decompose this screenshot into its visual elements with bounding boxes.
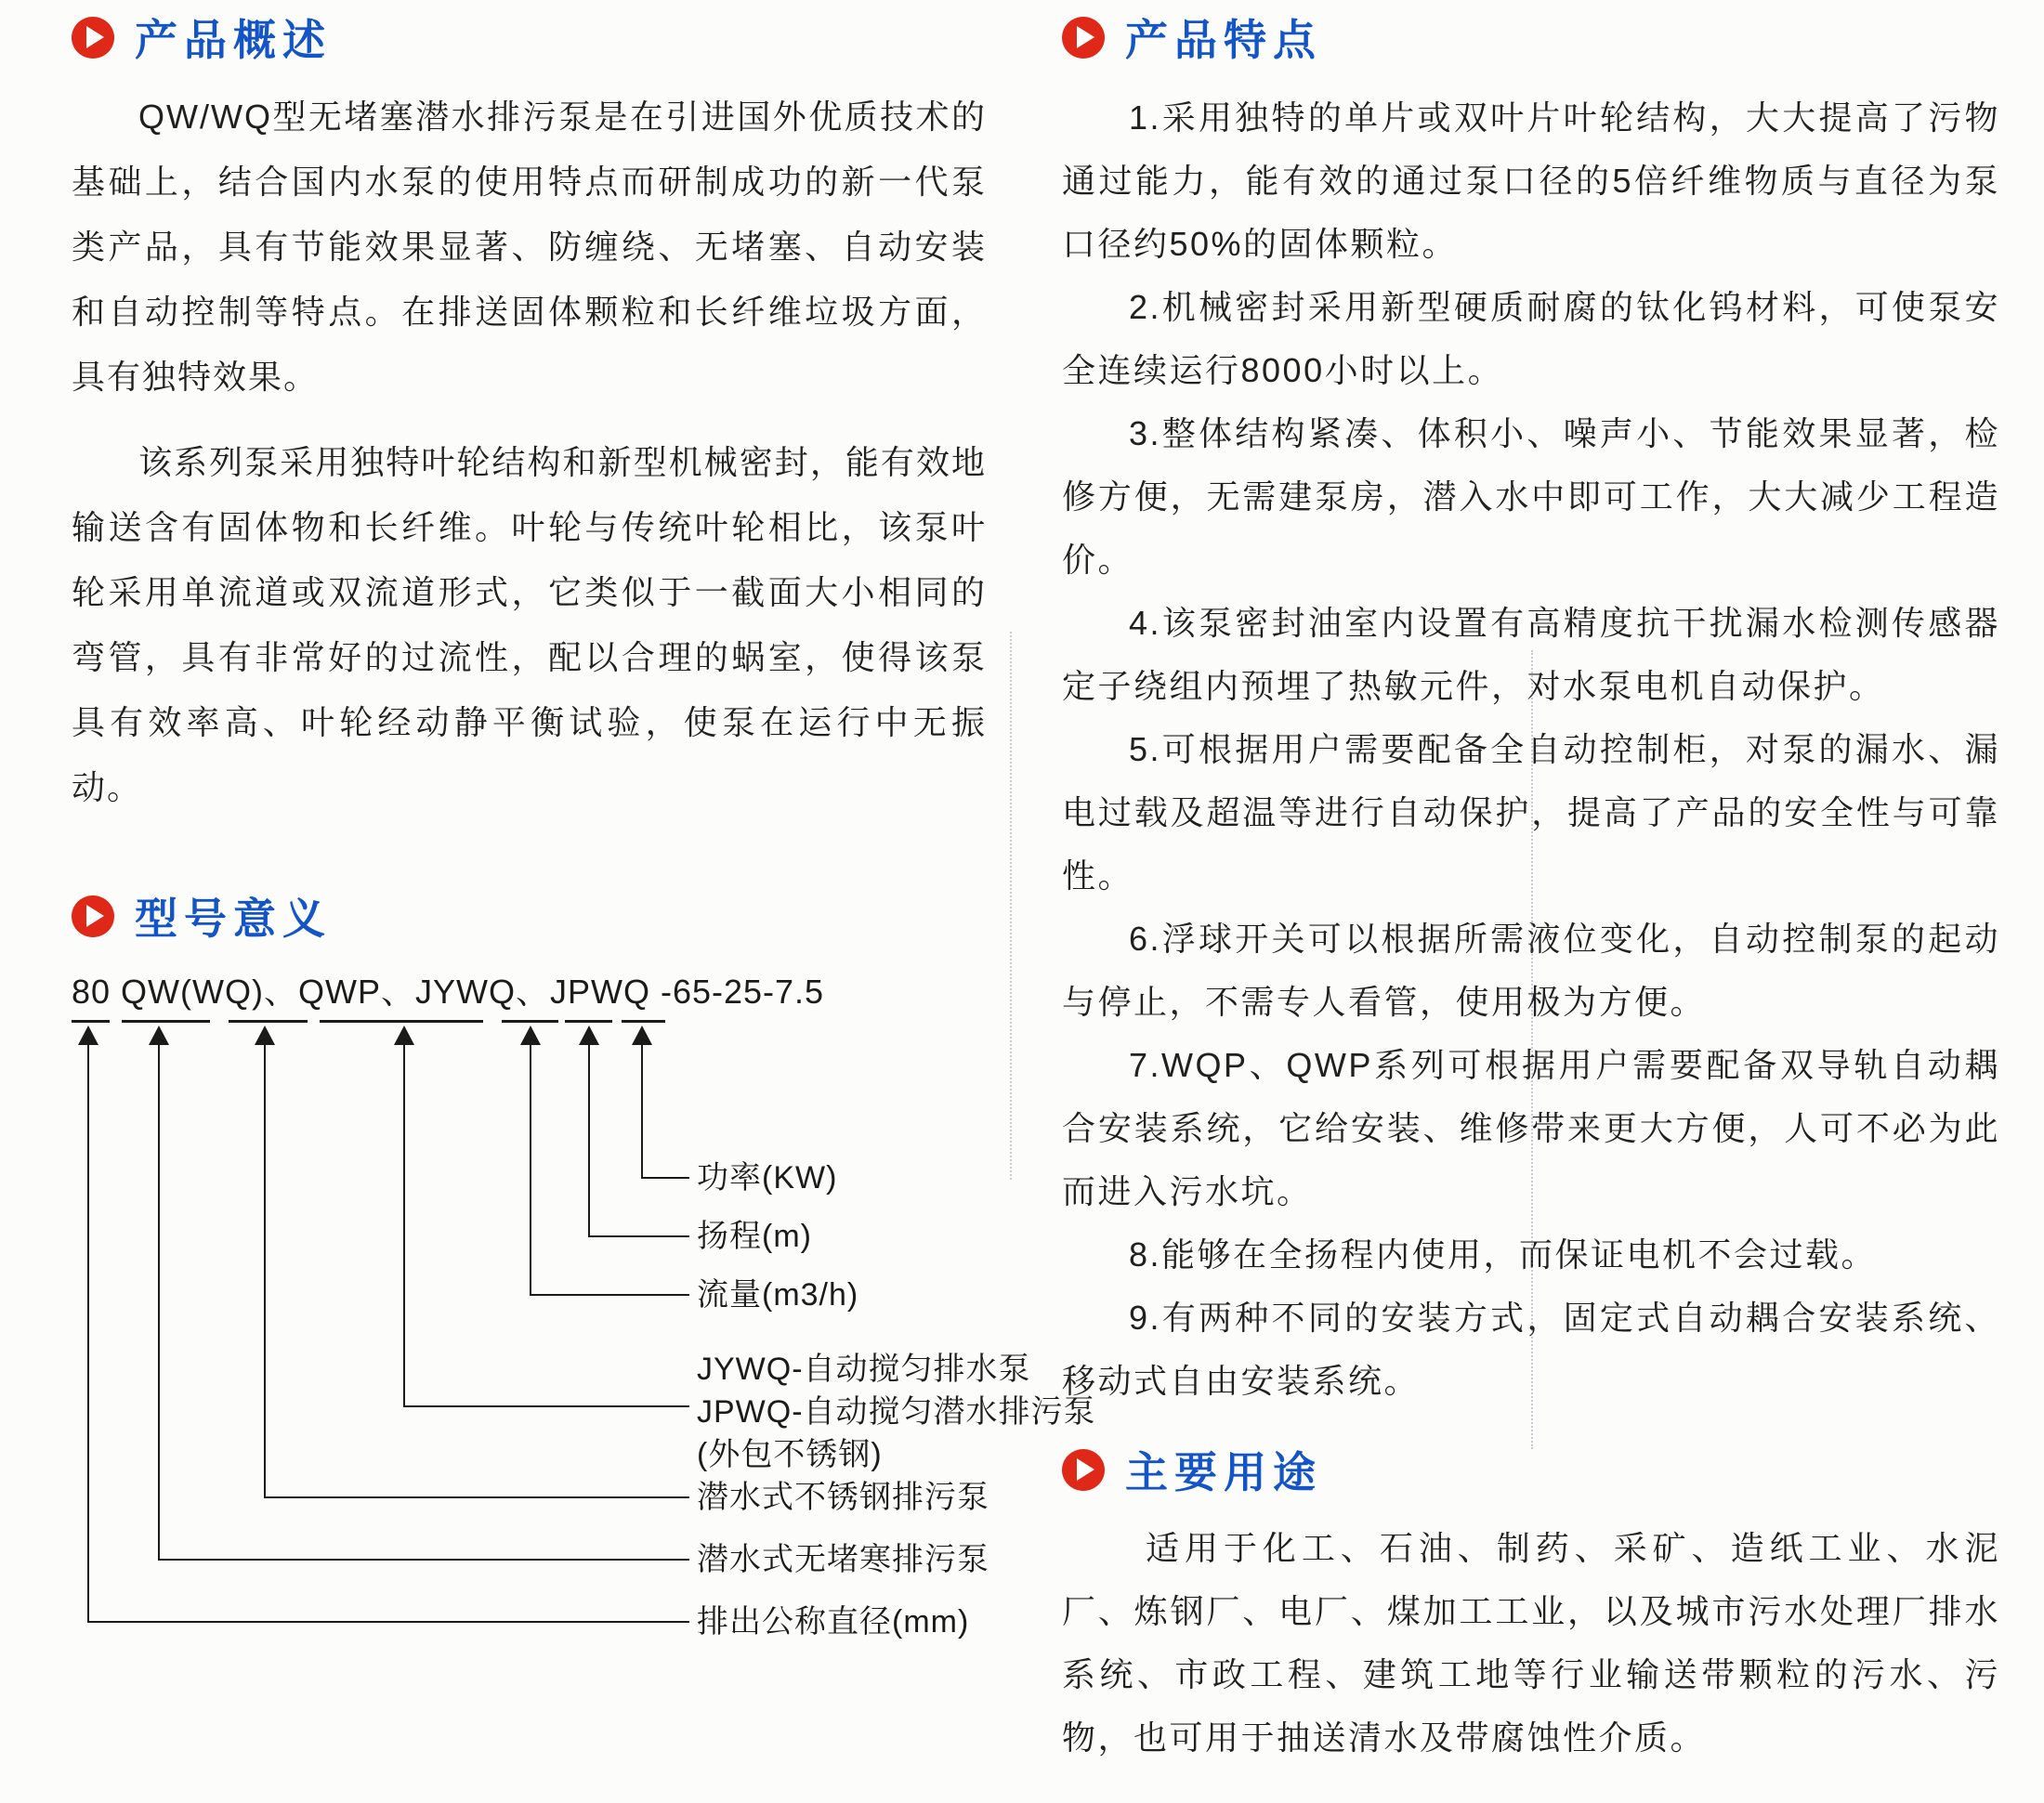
model-string: 80 QW(WQ)、QWP、JYWQ、JPWQ -65-25-7.5 — [72, 973, 825, 1011]
leader-line — [264, 1042, 266, 1496]
feature-item: 6.浮球开关可以根据所需液位变化，自动控制泵的起动与停止，不需专人看管，使用极为方便。 — [1062, 920, 2000, 1021]
model-meaning-title: 型号意义 — [135, 895, 332, 943]
leader-line — [403, 1405, 689, 1407]
model-meaning-section-header — [72, 893, 987, 943]
label-stainless: 潜水式不锈钢排污泵 — [697, 1480, 989, 1515]
leader-line — [588, 1042, 590, 1235]
feature-item: 5.可根据用户需要配备全自动控制柜，对泵的漏水、漏电过载及超温等进行自动保护，提高了产品的安全性与可靠性。 — [1062, 730, 2000, 895]
overview-section-header — [72, 14, 987, 64]
leader-line — [264, 1496, 689, 1498]
label-head: 扬程(m) — [697, 1219, 812, 1254]
features-title: 产品特点 — [1125, 16, 1322, 64]
model-underline — [565, 1020, 612, 1023]
left-column — [72, 14, 1096, 1666]
overview-title: 产品概述 — [135, 16, 332, 64]
leader-line — [641, 1177, 689, 1179]
overview-paragraph-1: QW/WQ型无堵塞潜水排污泵是在引进国外优质技术的基础上，结合国内水泵的使用特点而研制成功的新一代泵类产品，具有节能效果显著、防缠绕、无堵塞、自动安装和自动控制等特点。在排送固体颗粒和长纤维垃圾方面，具有独特效果。 — [72, 98, 987, 396]
leader-line — [530, 1294, 689, 1296]
leader-line — [158, 1559, 689, 1561]
feature-item: 7.WQP、QWP系列可根据用户需要配备双导轨自动耦合安装系统，它给安装、维修带来更大方便，人可不必为此而进入污水坑。 — [1062, 1046, 2000, 1210]
feature-item: 3.整体结构紧凑、体积小、噪声小、节能效果显著，检修方便，无需建泵房，潜入水中即可工作，大大减少工程造价。 — [1062, 414, 2000, 579]
feature-item: 8.能够在全扬程内使用，而保证电机不会过载。 — [1129, 1235, 1878, 1274]
leader-line — [403, 1042, 405, 1405]
uses-section-header — [1062, 1446, 2000, 1496]
play-bullet-icon — [72, 17, 114, 59]
model-underline — [122, 1020, 210, 1023]
leader-line — [87, 1621, 689, 1623]
uses-title: 主要用途 — [1125, 1448, 1322, 1496]
label-nonclog: 潜水式无堵寒排污泵 — [697, 1542, 989, 1577]
scan-artifact-line — [1531, 650, 1533, 1449]
label-diameter: 排出公称直径(mm) — [697, 1604, 970, 1640]
label-jpwq: JPWQ-自动搅匀潜水排污泵 — [697, 1394, 1096, 1430]
model-underline — [622, 1020, 665, 1023]
leader-line — [158, 1042, 160, 1559]
play-bullet-icon — [72, 895, 114, 937]
scan-artifact-line — [1010, 632, 1012, 1180]
features-section-header — [1062, 14, 2000, 64]
model-underline — [320, 1020, 483, 1023]
uses-paragraph: 适用于化工、石油、制药、采矿、造纸工业、水泥厂、炼钢厂、电厂、煤加工工业，以及城市污水处理厂排水系统、市政工程、建筑工地等行业输送带颗粒的污水、污物，也可用于抽送清水及带腐蚀性介质。 — [1062, 1529, 2000, 1757]
play-bullet-icon — [1062, 1449, 1105, 1491]
model-underline — [229, 1020, 308, 1023]
feature-item: 2.机械密封采用新型硬质耐腐的钛化钨材料，可使泵安全连续运行8000小时以上。 — [1062, 288, 2000, 389]
leader-line — [641, 1042, 643, 1177]
model-underline — [72, 1020, 110, 1023]
label-power: 功率(KW) — [697, 1160, 838, 1195]
leader-line — [588, 1235, 689, 1237]
label-flow: 流量(m3/h) — [697, 1277, 859, 1313]
leader-line — [530, 1042, 531, 1294]
feature-item: 9.有两种不同的安装方式，固定式自动耦合安装系统、移动式自由安装系统。 — [1062, 1299, 2000, 1400]
model-designation-diagram — [72, 958, 1096, 1666]
overview-paragraph-2: 该系列泵采用独特叶轮结构和新型机械密封，能有效地输送含有固体物和长纤维。叶轮与传统叶轮相比，该泵叶轮采用单流道或双流道形式，它类似于一截面大小相同的弯管，具有非常好的过流性，配以合理的蜗室，使得该泵具有效率高、叶轮经动静平衡试验，使泵在运行中无振动。 — [72, 443, 987, 806]
feature-item: 1.采用独特的单片或双叶片叶轮结构，大大提高了污物通过能力，能有效的通过泵口径的5倍纤维物质与直径为泵口径约50%的固体颗粒。 — [1062, 98, 2000, 263]
label-jywq: JYWQ-自动搅匀排水泵 — [697, 1352, 1031, 1387]
feature-item: 4.该泵密封油室内设置有高精度抗干扰漏水检测传感器定子绕组内预埋了热敏元件，对水泵电机自动保护。 — [1062, 604, 2000, 705]
play-bullet-icon — [1062, 17, 1105, 59]
leader-line — [87, 1042, 89, 1621]
model-underline — [502, 1020, 558, 1023]
label-jpwq-note: (外包不锈钢) — [697, 1437, 883, 1472]
label-series-group — [697, 1348, 1096, 1476]
